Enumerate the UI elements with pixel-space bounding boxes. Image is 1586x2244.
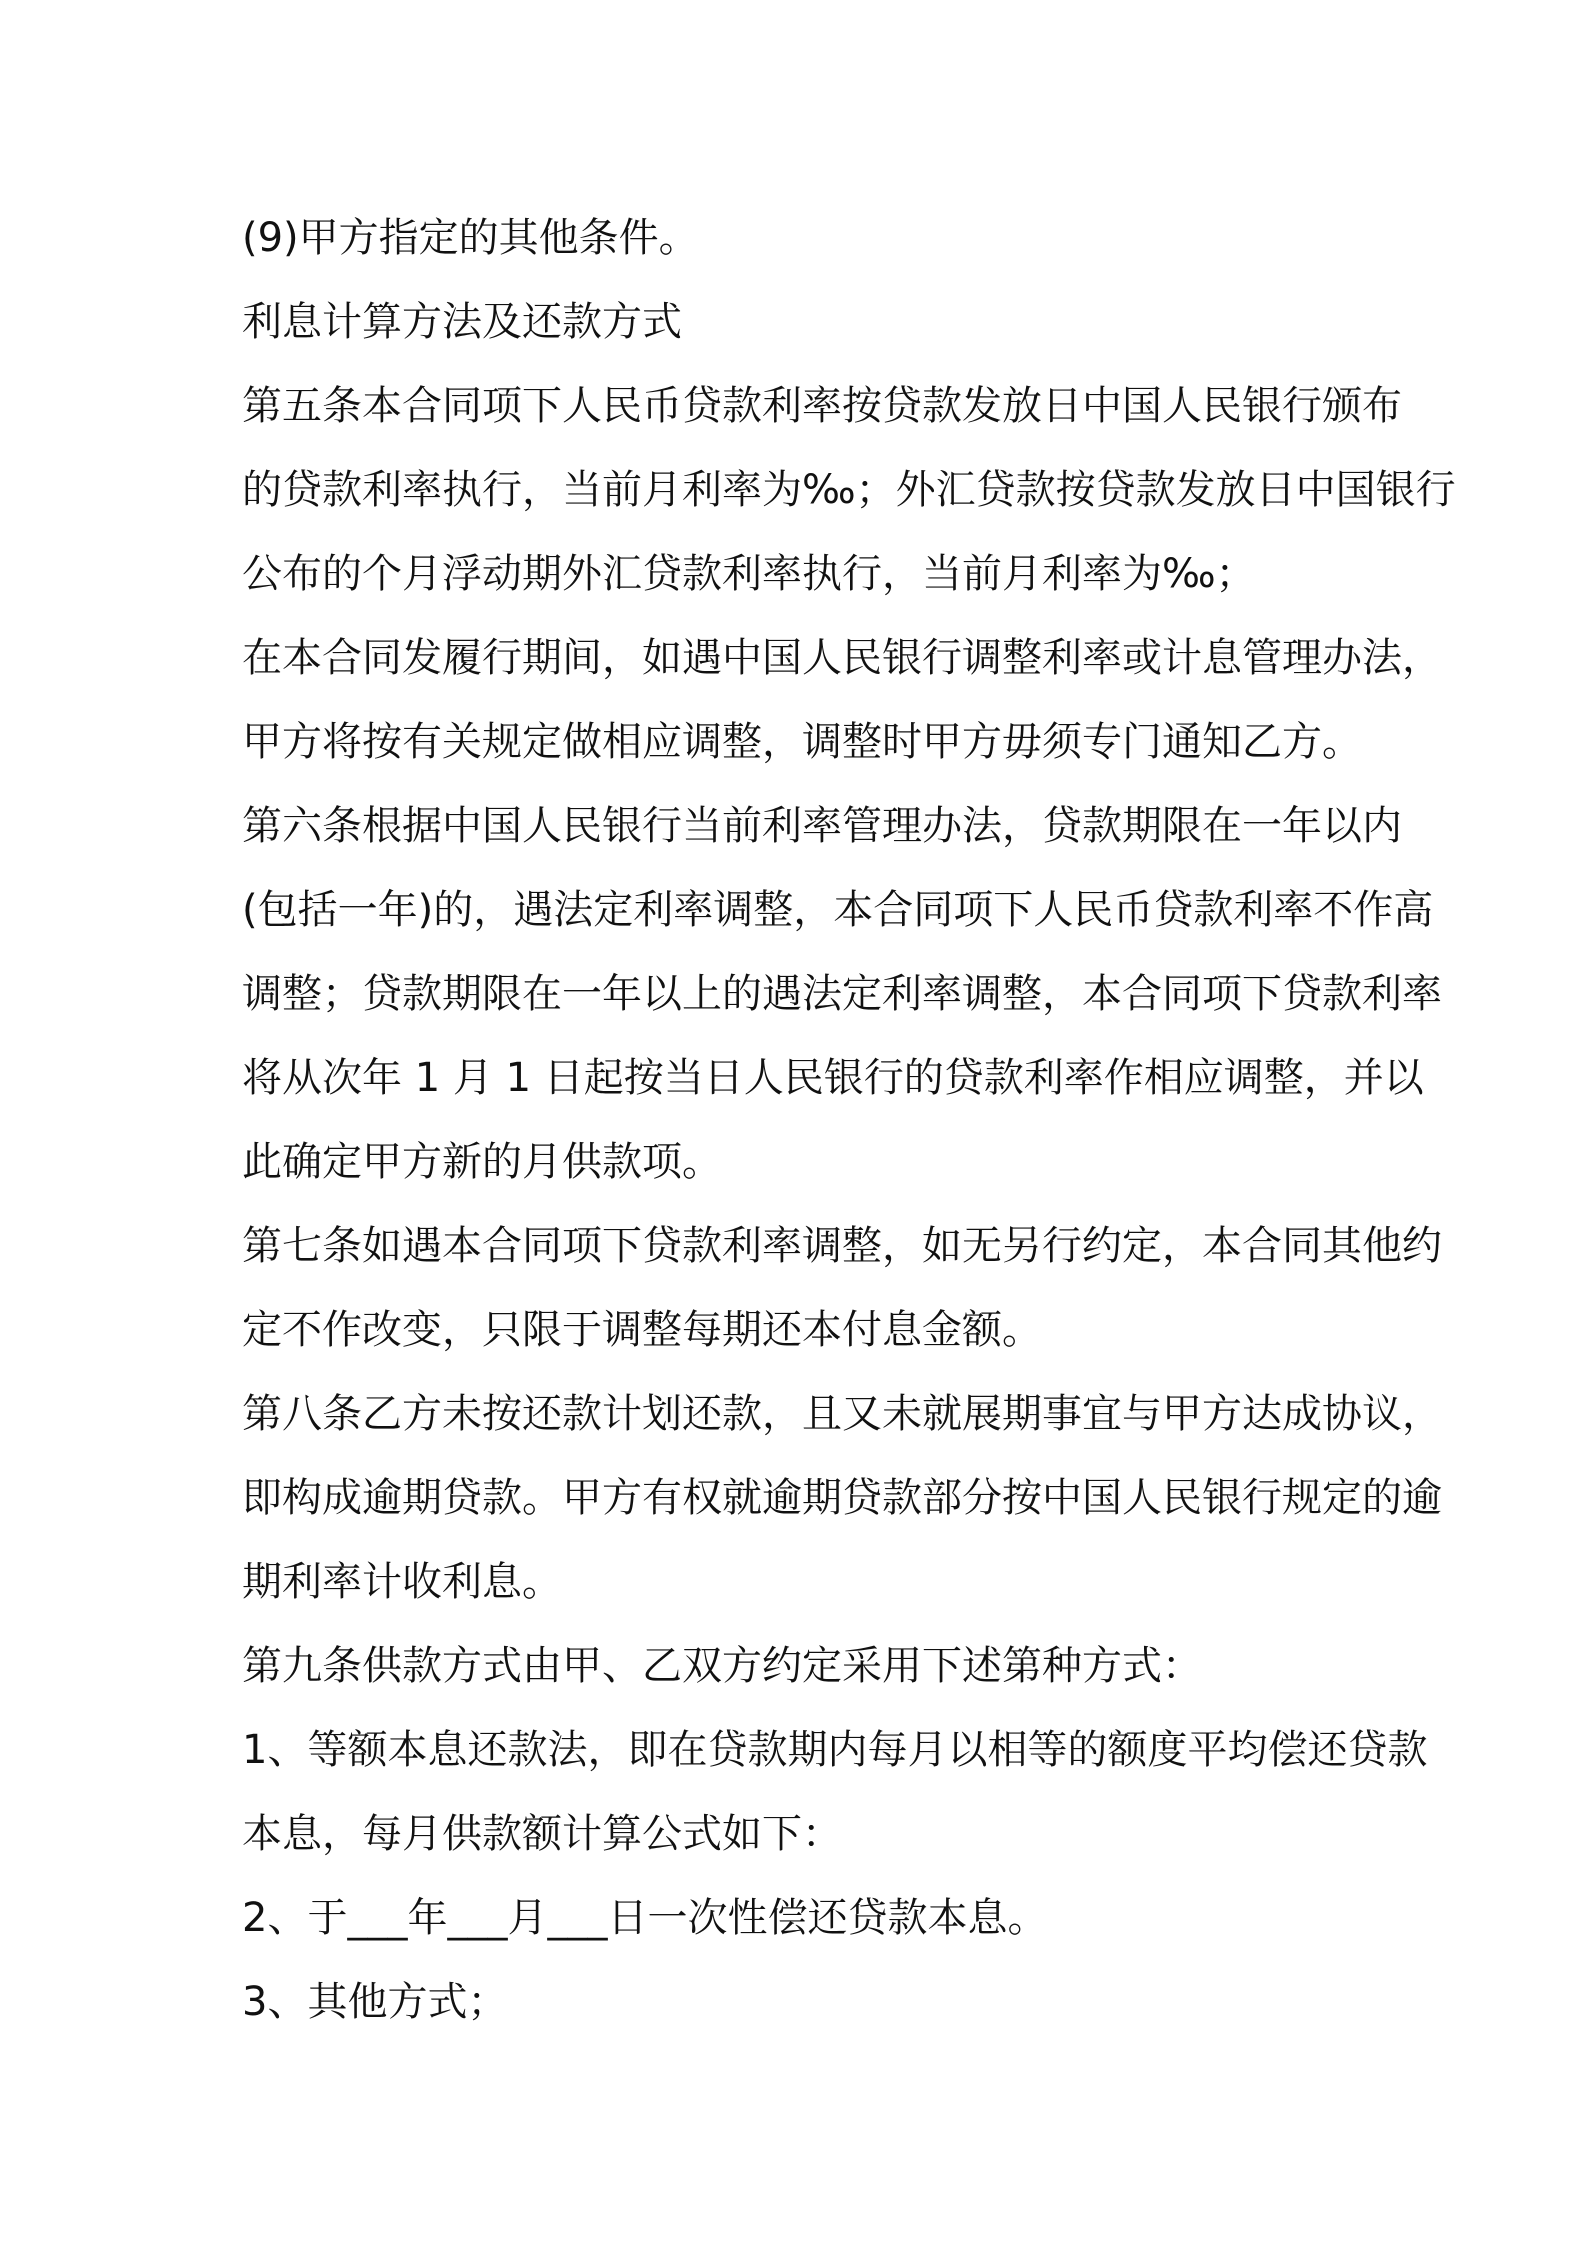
section-heading-interest-repayment: 利息计算方法及还款方式: [242, 299, 682, 345]
article-5-line-5: 甲方将按有关规定做相应调整，调整时甲方毋须专门通知乙方。: [242, 719, 1362, 765]
article-5-line-1: 第五条本合同项下人民币贷款利率按贷款发放日中国人民银行颁布: [242, 383, 1402, 429]
article-5-line-3: 公布的个月浮动期外汇贷款利率执行，当前月利率为‰；: [242, 551, 1256, 597]
article-7-line-1: 第七条如遇本合同项下贷款利率调整，如无另行约定，本合同其他约: [242, 1223, 1442, 1269]
article-7-line-2: 定不作改变，只限于调整每期还本付息金额。: [242, 1307, 1042, 1353]
article-9-line-1: 第九条供款方式由甲、乙双方约定采用下述第种方式：: [242, 1643, 1202, 1689]
repayment-option-1-line-1: 1、等额本息还款法，即在贷款期内每月以相等的额度平均偿还贷款: [242, 1727, 1428, 1773]
article-6-line-4: 将从次年 1 月 1 日起按当日人民银行的贷款利率作相应调整，并以: [242, 1055, 1424, 1101]
article-8-line-2: 即构成逾期贷款。甲方有权就逾期贷款部分按中国人民银行规定的逾: [242, 1475, 1442, 1521]
article-6-line-3: 调整；贷款期限在一年以上的遇法定利率调整，本合同项下贷款利率: [242, 971, 1442, 1017]
article-6-line-2: (包括一年)的，遇法定利率调整，本合同项下人民币贷款利率不作高: [242, 887, 1434, 933]
article-6-line-1: 第六条根据中国人民银行当前利率管理办法，贷款期限在一年以内: [242, 803, 1402, 849]
article-8-line-3: 期利率计收利息。: [242, 1559, 562, 1605]
article-5-line-2: 的贷款利率执行，当前月利率为‰；外汇贷款按贷款发放日中国银行: [242, 467, 1456, 513]
clause-line-9-other-conditions: (9)甲方指定的其他条件。: [242, 215, 699, 261]
repayment-option-3: 3、其他方式；: [242, 1979, 508, 2025]
repayment-option-1-line-2: 本息，每月供款额计算公式如下：: [242, 1811, 842, 1857]
repayment-option-2: 2、于___年___月___日一次性偿还贷款本息。: [242, 1895, 1048, 1941]
document-body: [242, 196, 1456, 2044]
article-6-line-5: 此确定甲方新的月供款项。: [242, 1139, 722, 1185]
article-8-line-1: 第八条乙方未按还款计划还款，且又未就展期事宜与甲方达成协议，: [242, 1391, 1442, 1437]
article-5-line-4: 在本合同发履行期间，如遇中国人民银行调整利率或计息管理办法，: [242, 635, 1442, 681]
